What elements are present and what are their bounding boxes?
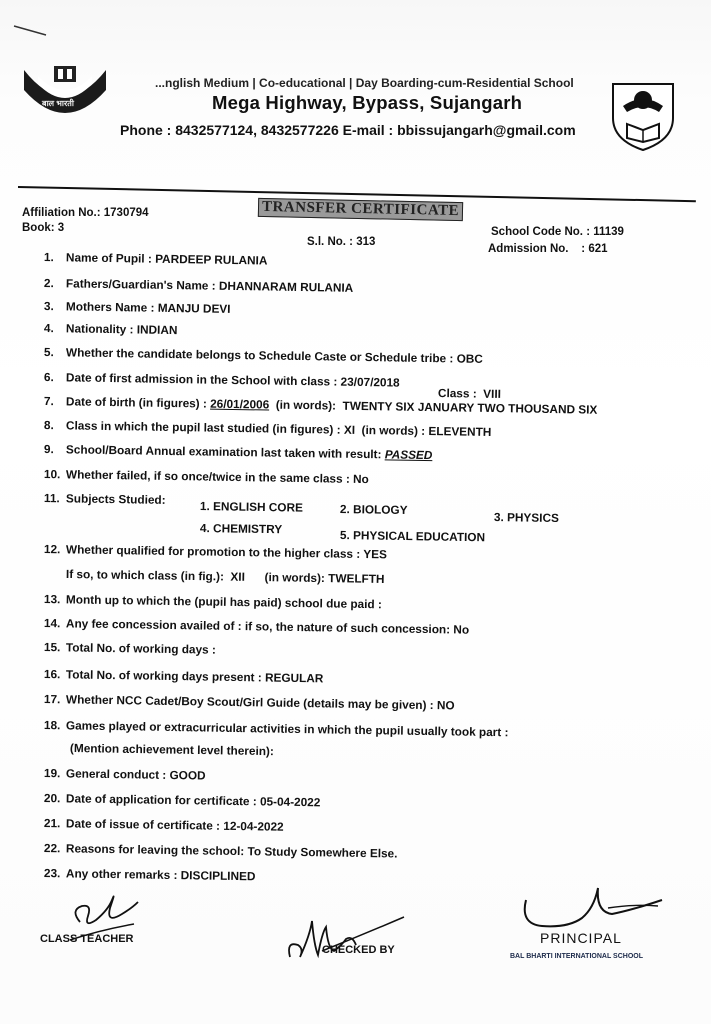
subject-5: 5. PHYSICAL EDUCATION	[339, 528, 486, 545]
item-10-failed: 10. Whether failed, if so once/twice in the same class : No	[43, 467, 369, 487]
item-6-first-admission: 6. Date of first admission in the School with class : 23/07/2018	[43, 370, 400, 390]
item-6-class: Class : VIII	[437, 386, 502, 401]
school-address: Mega Highway, Bypass, Sujangarh	[212, 92, 523, 113]
class-teacher-label: CLASS TEACHER	[40, 933, 134, 945]
item-19-conduct: 19. General conduct : GOOD	[43, 766, 206, 783]
subject-3: 3. PHYSICS	[493, 510, 560, 526]
item-15-working-days: 15. Total No. of working days :	[43, 640, 216, 657]
school-crest-right	[609, 80, 677, 152]
item-7-date-of-birth: 7. Date of birth (in figures) : 26/01/2006 (in words): TWENTY SIX JANUARY TWO THOUSAND SIX	[43, 394, 598, 417]
item-2-father-name: 2. Fathers/Guardian's Name : DHANNARAM RULANIA	[43, 276, 354, 295]
phone-label: Phone :	[120, 122, 176, 138]
document-title: TRANSFER CERTIFICATE	[258, 198, 464, 221]
item-20-application-date: 20. Date of application for certificate : 05-04-2022	[43, 791, 321, 810]
principal-signature	[512, 878, 672, 938]
item-21-issue-date: 21. Date of issue of certificate : 12-04-2022	[43, 816, 284, 834]
item-5-caste: 5. Whether the candidate belongs to Schedule Caste or Schedule tribe : OBC	[43, 345, 483, 366]
school-logo-left	[20, 60, 110, 128]
item-12-promotion: 12. Whether qualified for promotion to the higher class : YES	[43, 542, 388, 562]
contact-line	[120, 122, 576, 138]
item-22-reason-leaving: 22. Reasons for leaving the school: To Study Somewhere Else.	[43, 841, 398, 861]
affiliation-no: Affiliation No.: 1730794	[22, 207, 149, 219]
school-code: School Code No. : 11139	[491, 226, 624, 238]
item-3-mother-name: 3. Mothers Name : MANJU DEVI	[43, 299, 231, 316]
checked-by-label: CHECKED BY	[322, 944, 395, 956]
left-logo-text: बाल भारती	[42, 99, 74, 108]
item-4-nationality: 4. Nationality : INDIAN	[43, 321, 178, 338]
subject-2: 2. BIOLOGY	[339, 502, 408, 518]
item-18-achievement: (Mention achievement level therein):	[69, 741, 274, 759]
checker-signature	[282, 905, 412, 965]
serial-no: S.l. No. : 313	[307, 236, 376, 248]
item-12-promoted-class: If so, to which class (in fig.): XII (in words): TWELFTH	[65, 567, 385, 587]
item-11-subjects: 11. Subjects Studied:	[43, 491, 166, 507]
phone-numbers: 8432577124, 8432577226	[175, 122, 339, 138]
header-tagline: ...nglish Medium | Co-educational | Day Boarding-cum-Residential School	[155, 76, 574, 90]
admission-no: Admission No. : 621	[488, 243, 608, 255]
item-13-dues-paid: 13. Month up to which the (pupil has paid) school due paid :	[43, 592, 382, 612]
item-8-class-last-studied: 8. Class in which the pupil last studied (in figures) : XI (in words) : ELEVENTH	[43, 418, 492, 440]
book-no: Book: 3	[22, 222, 65, 234]
item-17-ncc: 17. Whether NCC Cadet/Boy Scout/Girl Guide (details may be given) : NO	[43, 692, 455, 713]
principal-stamp: BAL BHARTI INTERNATIONAL SCHOOL	[510, 953, 643, 960]
staple-mark	[10, 20, 50, 40]
item-9-last-exam-result: 9. School/Board Annual examination last taken with result: PASSED	[43, 442, 433, 463]
email-address: bbissujangarh@gmail.com	[397, 122, 576, 138]
item-18-games: 18. Games played or extracurricular activities in which the pupil usually took part :	[43, 718, 509, 740]
subject-1: 1. ENGLISH CORE	[199, 499, 304, 515]
pupil-name: PARDEEP RULANIA	[155, 251, 268, 268]
item-14-fee-concession: 14. Any fee concession availed of : if so, the nature of such concession: No	[43, 616, 470, 637]
item-1-name-of-pupil: 1. Name of Pupil : PARDEEP RULANIA	[43, 250, 268, 268]
item-23-remarks: 23. Any other remarks : DISCIPLINED	[43, 866, 256, 884]
item-16-days-present: 16. Total No. of working days present : REGULAR	[43, 667, 324, 686]
email-label: E-mail :	[342, 122, 398, 138]
subject-4: 4. CHEMISTRY	[199, 521, 283, 537]
principal-label: PRINCIPAL	[540, 930, 622, 946]
